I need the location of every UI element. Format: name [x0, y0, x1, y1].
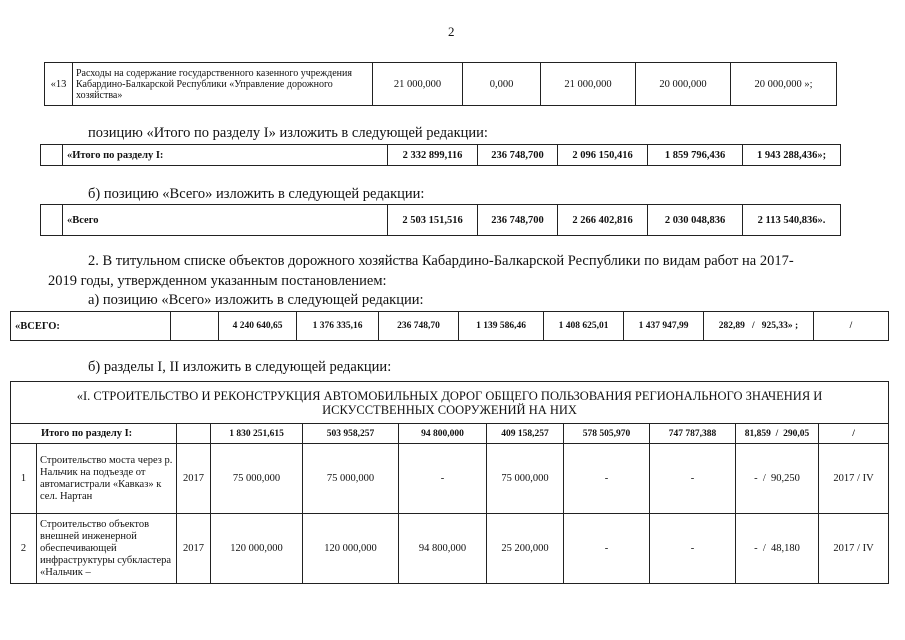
paragraph-2b: б) разделы I, II изложить в следующей редакции: — [88, 359, 392, 375]
cell-value: 48,180 — [771, 543, 800, 554]
cell-value: - — [650, 514, 736, 584]
paragraph-itogo: позицию «Итого по разделу I» изложить в следующей редакции: — [88, 125, 488, 141]
row-number: 2 — [11, 514, 37, 584]
cell-value: 75 000,000 — [487, 444, 564, 514]
cell-value: 2 266 402,816 — [558, 205, 648, 236]
cell-value: / — [819, 424, 889, 444]
cell-value: 120 000,000 — [303, 514, 399, 584]
cell-value: 1 943 288,436»; — [743, 145, 841, 166]
cell-value: 20 000,000 »; — [731, 63, 837, 106]
cell-value: 81,859 — [744, 428, 771, 439]
table-row — [45, 63, 837, 106]
table-vsego — [40, 204, 841, 236]
object-name: Строительство объектов внешней инженерной обеспечивающей инфраструктуры субкластера «Нальчик – — [37, 514, 177, 584]
cell-value: 20 000,000 — [636, 63, 731, 106]
cell-value: - — [399, 444, 487, 514]
cell-value: 1 139 586,46 — [459, 312, 544, 341]
cell-value: 94 800,000 — [399, 514, 487, 584]
row-label: «ВСЕГО: — [11, 312, 171, 341]
paragraph-2-line2: 2019 годы, утвержденном указанным постановлением: — [48, 273, 387, 289]
cell-value: 75 000,000 — [211, 444, 303, 514]
cell-value: 120 000,000 — [211, 514, 303, 584]
cell-value: 236 748,700 — [478, 145, 558, 166]
cell-value: - — [564, 514, 650, 584]
cell-value: 578 505,970 — [564, 424, 650, 444]
cell-value: / — [814, 312, 889, 341]
cell-value: 282,89 — [718, 321, 745, 331]
cell-value: 290,05 — [783, 428, 810, 439]
slash: / — [762, 543, 766, 554]
cell-value: 1 376 335,16 — [297, 312, 379, 341]
row-number: 1 — [11, 444, 37, 514]
cell-value: 747 787,388 — [650, 424, 736, 444]
cell-value: 2 503 151,516 — [388, 205, 478, 236]
cell-value: 2 332 899,116 — [388, 145, 478, 166]
table-itogo — [40, 144, 841, 166]
cell-value: 2 030 048,836 — [648, 205, 743, 236]
section-title-row — [11, 382, 889, 424]
row-label: Итого по разделу I: — [11, 424, 177, 444]
cell-value: - — [650, 444, 736, 514]
cell-period: 2017 / IV — [819, 444, 889, 514]
cell-value: 1 859 796,436 — [648, 145, 743, 166]
cell-period: 2017 / IV — [819, 514, 889, 584]
table-row — [41, 205, 841, 236]
table-section1 — [10, 381, 889, 584]
slash: / — [762, 473, 766, 484]
cell-value: - — [754, 473, 758, 484]
cell-value: 21 000,000 — [373, 63, 463, 106]
cell-value: 2 096 150,416 — [558, 145, 648, 166]
cell-year: 2017 — [177, 444, 211, 514]
table-row — [11, 424, 889, 444]
row-label: «Итого по разделу I: — [63, 145, 388, 166]
paragraph-2-line1: 2. В титульном списке объектов дорожного хозяйства Кабардино-Балкарской Республики по видам работ на 2017- — [88, 253, 794, 269]
slash: / — [752, 321, 755, 331]
section-title-line1: «I. СТРОИТЕЛЬСТВО И РЕКОНСТРУКЦИЯ АВТОМОБИЛЬНЫХ ДОРОГ ОБЩЕГО ПОЛЬЗОВАНИЯ РЕГИОНАЛЬНОГО ЗНАЧЕНИЯ И — [76, 388, 823, 403]
cell-value: 925,33» ; — [761, 321, 799, 331]
object-name: Строительство моста через р. Нальчик на подъезде от автомагистрали «Кавказ» к сел. Нартан — [37, 444, 177, 514]
cell-value: 1 408 625,01 — [544, 312, 624, 341]
slash: / — [775, 428, 779, 439]
cell-value: 4 240 640,65 — [219, 312, 297, 341]
cell-value: 2 113 540,836». — [743, 205, 841, 236]
cell-value: 1 830 251,615 — [211, 424, 303, 444]
table-row — [41, 145, 841, 166]
page-number: 2 — [448, 24, 455, 39]
cell-year: 2017 — [177, 514, 211, 584]
cell-value: - — [564, 444, 650, 514]
paragraph-vsego: б) позицию «Всего» изложить в следующей редакции: — [88, 186, 425, 202]
row-text: Расходы на содержание государственного казенного учреждения Кабардино-Балкарской Республики «Управление дорожного хозяйства» — [73, 63, 373, 106]
cell-value: 21 000,000 — [541, 63, 636, 106]
table-vsego2 — [10, 311, 889, 341]
cell-value: 94 800,000 — [399, 424, 487, 444]
cell-value: 75 000,000 — [303, 444, 399, 514]
cell-value: 90,250 — [771, 473, 800, 484]
cell-value: 0,000 — [463, 63, 541, 106]
row-label: «Всего — [63, 205, 388, 236]
cell-value: 1 437 947,99 — [624, 312, 704, 341]
cell-value: 236 748,70 — [379, 312, 459, 341]
cell-value: 503 958,257 — [303, 424, 399, 444]
section-title-line2: ИСКУССТВЕННЫХ СООРУЖЕНИЙ НА НИХ — [322, 402, 577, 417]
cell-value: 236 748,700 — [478, 205, 558, 236]
cell-value: - — [754, 543, 758, 554]
cell-value: 25 200,000 — [487, 514, 564, 584]
cell-value: 409 158,257 — [487, 424, 564, 444]
table-row13 — [44, 62, 837, 106]
paragraph-2a: а) позицию «Всего» изложить в следующей редакции: — [88, 292, 424, 308]
table-row — [11, 312, 889, 341]
row-number: «13 — [45, 63, 73, 106]
table-row — [11, 514, 889, 584]
table-row — [11, 444, 889, 514]
